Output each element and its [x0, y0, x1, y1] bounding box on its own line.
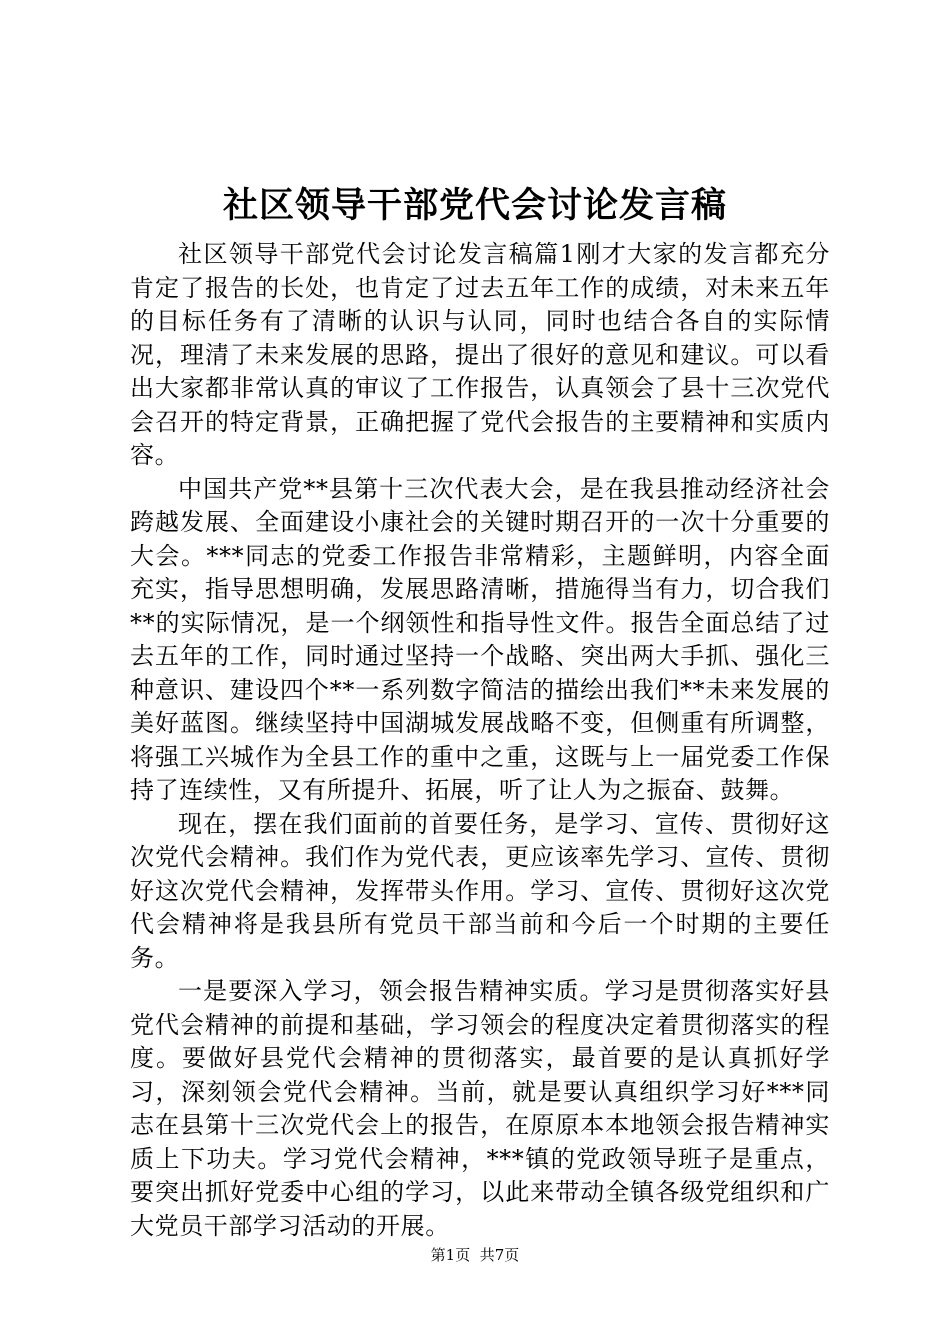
paragraph-1: 社区领导干部党代会讨论发言稿篇1刚才大家的发言都充分肯定了报告的长处，也肯定了过去五年工作的成绩，对未来五年的目标任务有了清晰的认识与认同，同时也结合各自的实际情况，理清了未来发展的思路，提出了很好的意见和建议。可以看出大家都非常认真的审议了工作报告，认真领会了县十三次党代会召开的特定背景，正确把握了党代会报告的主要精神和实质内容。: [130, 240, 830, 469]
document-body: [130, 238, 830, 1243]
page-total: 共7页: [479, 1246, 520, 1264]
paragraph-2: 中国共产党**县第十三次代表大会，是在我县推动经济社会跨越发展、全面建设小康社会的关键时期召开的一次十分重要的大会。***同志的党委工作报告非常精彩，主题鲜明，内容全面充实，指导思想明确，发展思路清晰，措施得当有力，切合我们**的实际情况，是一个纲领性和指导性文件。报告全面总结了过去五年的工作，同时通过坚持一个战略、突出两大手抓、强化三种意识、建设四个**一系列数字简洁的描绘出我们**未来发展的美好蓝图。继续坚持中国湖城发展战略不变，但侧重有所调整，将强工兴城作为全县工作的重中之重，这既与上一届党委工作保持了连续性，又有所提升、拓展，听了让人为之振奋、鼓舞。: [130, 474, 830, 804]
paragraph-4: 一是要深入学习，领会报告精神实质。学习是贯彻落实好县党代会精神的前提和基础，学习领会的程度决定着贯彻落实的程度。要做好县党代会精神的贯彻落实，最首要的是认真抓好学习，深刻领会党代会精神。当前，就是要认真组织学习好***同志在县第十三次党代会上的报告，在原原本本地领会报告精神实质上下功夫。学习党代会精神，***镇的党政领导班子是重点，要突出抓好党委中心组的学习，以此来带动全镇各级党组织和广大党员干部学习活动的开展。: [130, 977, 830, 1240]
page-number: 第1页: [430, 1246, 471, 1264]
page-footer: [0, 1245, 950, 1265]
paragraph-3: 现在，摆在我们面前的首要任务，是学习、宣传、贯彻好这次党代会精神。我们作为党代表，更应该率先学习、宣传、贯彻好这次党代会精神，发挥带头作用。学习、宣传、贯彻好这次党代会精神将是我县所有党员干部当前和今后一个时期的主要任务。: [130, 809, 830, 972]
document-title: 社区领导干部党代会讨论发言稿: [222, 185, 727, 226]
